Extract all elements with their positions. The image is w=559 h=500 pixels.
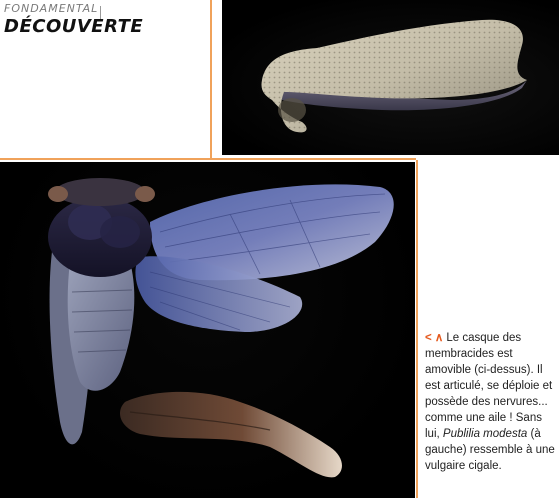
section-title: DÉCOUVERTE <box>4 16 144 37</box>
accent-rule-horizontal <box>0 158 416 160</box>
helmet-photo <box>222 0 559 155</box>
abdomen <box>68 262 135 391</box>
rubric-kicker: FONDAMENTAL <box>4 2 99 15</box>
helmet-illustration <box>222 0 559 155</box>
magazine-header <box>4 2 214 46</box>
right-eye <box>135 186 155 202</box>
left-eye <box>48 186 68 202</box>
caption-text-end: (à gauche) ressemble à une vulgaire cigale. <box>425 428 555 472</box>
detached-helmet <box>120 392 342 477</box>
head <box>55 178 145 206</box>
insect-photo <box>0 162 415 498</box>
photo-caption <box>425 330 555 474</box>
species-name: Publilia modesta <box>442 428 528 440</box>
insect-illustration <box>0 162 415 498</box>
accent-rule-vertical-bottom <box>416 160 418 498</box>
caption-arrows: < ∧ <box>425 332 444 344</box>
accent-rule-vertical-top <box>210 0 212 160</box>
caption-text-start: Le casque des membracides est amovible (ci-dessus). Il est articulé, se déploie et possède des nervures... comme une aile ! Sans lui, <box>425 332 553 440</box>
